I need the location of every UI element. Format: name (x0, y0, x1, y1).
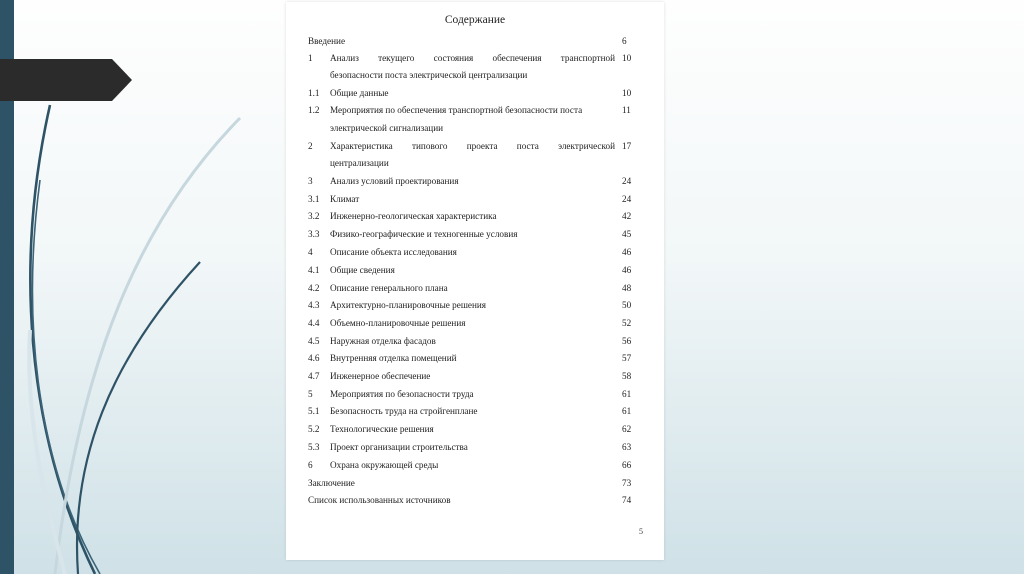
toc-entry-text-cont: электрической сигнализации (330, 123, 444, 133)
toc-entry-text: Общие сведения (330, 265, 395, 275)
toc-entry-text: Проект организации строительства (330, 442, 468, 452)
toc-entry-number: 4.1 (308, 265, 320, 275)
toc-entry-page: 24 (622, 176, 632, 186)
swoosh-line-4 (55, 118, 240, 574)
toc-entry-number: 4.5 (308, 336, 320, 346)
toc-entry-number: 3.2 (308, 211, 320, 221)
toc-entry-text: Охрана окружающей среды (330, 460, 439, 470)
toc-entry-number: 5.3 (308, 442, 320, 452)
toc-entry-text: Климат (330, 194, 360, 204)
toc-entry-page: 46 (622, 247, 632, 257)
toc-entry-number: 1.2 (308, 105, 320, 115)
toc-entry-page: 10 (622, 88, 632, 98)
toc-entry-number: 1 (308, 53, 313, 63)
toc-entry-page: 17 (622, 141, 632, 151)
toc-entry-number: 4.2 (308, 283, 320, 293)
toc-entry-text: Мероприятия по обеспечения транспортной безопасности поста (330, 105, 583, 115)
toc-entry-page: 56 (622, 336, 632, 346)
toc-entry-page: 6 (622, 36, 627, 46)
toc-entry-number: 6 (308, 460, 313, 470)
swoosh-line-1 (30, 105, 95, 574)
toc-entry-number: 1.1 (308, 88, 320, 98)
toc-entry-text-cont: централизации (330, 158, 389, 168)
toc-entry-page: 45 (622, 229, 632, 239)
toc-entry-page: 42 (622, 211, 632, 221)
toc-entry-text-cont: безопасности поста электрической централизации (330, 70, 528, 80)
toc-entry-page: 46 (622, 265, 632, 275)
toc-entry-page: 57 (622, 353, 632, 363)
toc-entry-page: 10 (622, 53, 632, 63)
toc-entry-text: Инженерно-геологическая характеристика (330, 211, 497, 221)
toc-entry-text: Заключение (308, 478, 355, 488)
toc-entry-text: Характеристика типового проекта поста электрической (330, 141, 615, 151)
toc-entry-page: 52 (622, 318, 632, 328)
toc-entry-page: 74 (622, 495, 632, 505)
toc-entry-number: 4 (308, 247, 313, 257)
toc-entry-page: 48 (622, 283, 632, 293)
toc-entry-number: 2 (308, 141, 313, 151)
toc-entry-text: Анализ условий проектирования (330, 176, 459, 186)
toc-entry-text: Мероприятия по безопасности труда (330, 389, 474, 399)
toc-entry-text: Описание генерального плана (330, 283, 448, 293)
toc-entry-page: 24 (622, 194, 632, 204)
toc-entry-text: Внутренняя отделка помещений (330, 353, 457, 363)
toc-entry-number: 5.2 (308, 424, 320, 434)
toc-entry-text: Описание объекта исследования (330, 247, 457, 257)
toc-entry-page: 50 (622, 300, 632, 310)
toc-entry-page: 73 (622, 478, 632, 488)
toc-entry-text: Введение (308, 36, 346, 46)
toc-entry-page: 62 (622, 424, 632, 434)
toc-entry-page: 61 (622, 389, 632, 399)
toc-entry-page: 61 (622, 406, 632, 416)
toc-entry-text: Технологические решения (330, 424, 434, 434)
toc-entry-text: Безопасность труда на стройгенплане (330, 406, 478, 416)
toc-entry-number: 3.3 (308, 229, 320, 239)
toc-entry-page: 58 (622, 371, 632, 381)
toc-entry-page: 63 (622, 442, 632, 452)
page-number: 5 (639, 527, 643, 536)
toc-title: Содержание (444, 14, 506, 26)
toc-entry-number: 3.1 (308, 194, 320, 204)
toc-entry-number: 5.1 (308, 406, 320, 416)
toc-entry-text: Общие данные (330, 88, 389, 98)
toc-entry-text: Объемно-планировочные решения (330, 318, 466, 328)
toc-entry-number: 4.7 (308, 371, 320, 381)
toc-entry-number: 5 (308, 389, 313, 399)
toc-entry-text: Список использованных источников (308, 495, 451, 505)
toc-entry-text: Архитектурно-планировочные решения (330, 300, 487, 310)
toc-entry-number: 4.4 (308, 318, 320, 328)
swoosh-line-2 (33, 180, 101, 574)
toc-entry-number: 4.6 (308, 353, 320, 363)
document-page (286, 2, 664, 560)
toc-entry-text: Наружная отделка фасадов (330, 336, 436, 346)
toc-entry-text: Физико-географические и техногенные условия (330, 229, 518, 239)
toc-entry-number: 3 (308, 176, 313, 186)
arrow-tab-shape (0, 59, 132, 101)
toc-entry-page: 11 (622, 105, 631, 115)
swoosh-line-3 (77, 262, 200, 574)
toc-entry-number: 4.3 (308, 300, 320, 310)
toc-entry-text: Инженерное обеспечение (330, 371, 431, 381)
toc-entry-page: 66 (622, 460, 632, 470)
toc-entry-text: Анализ текущего состояния обеспечения транспортной (330, 53, 615, 63)
